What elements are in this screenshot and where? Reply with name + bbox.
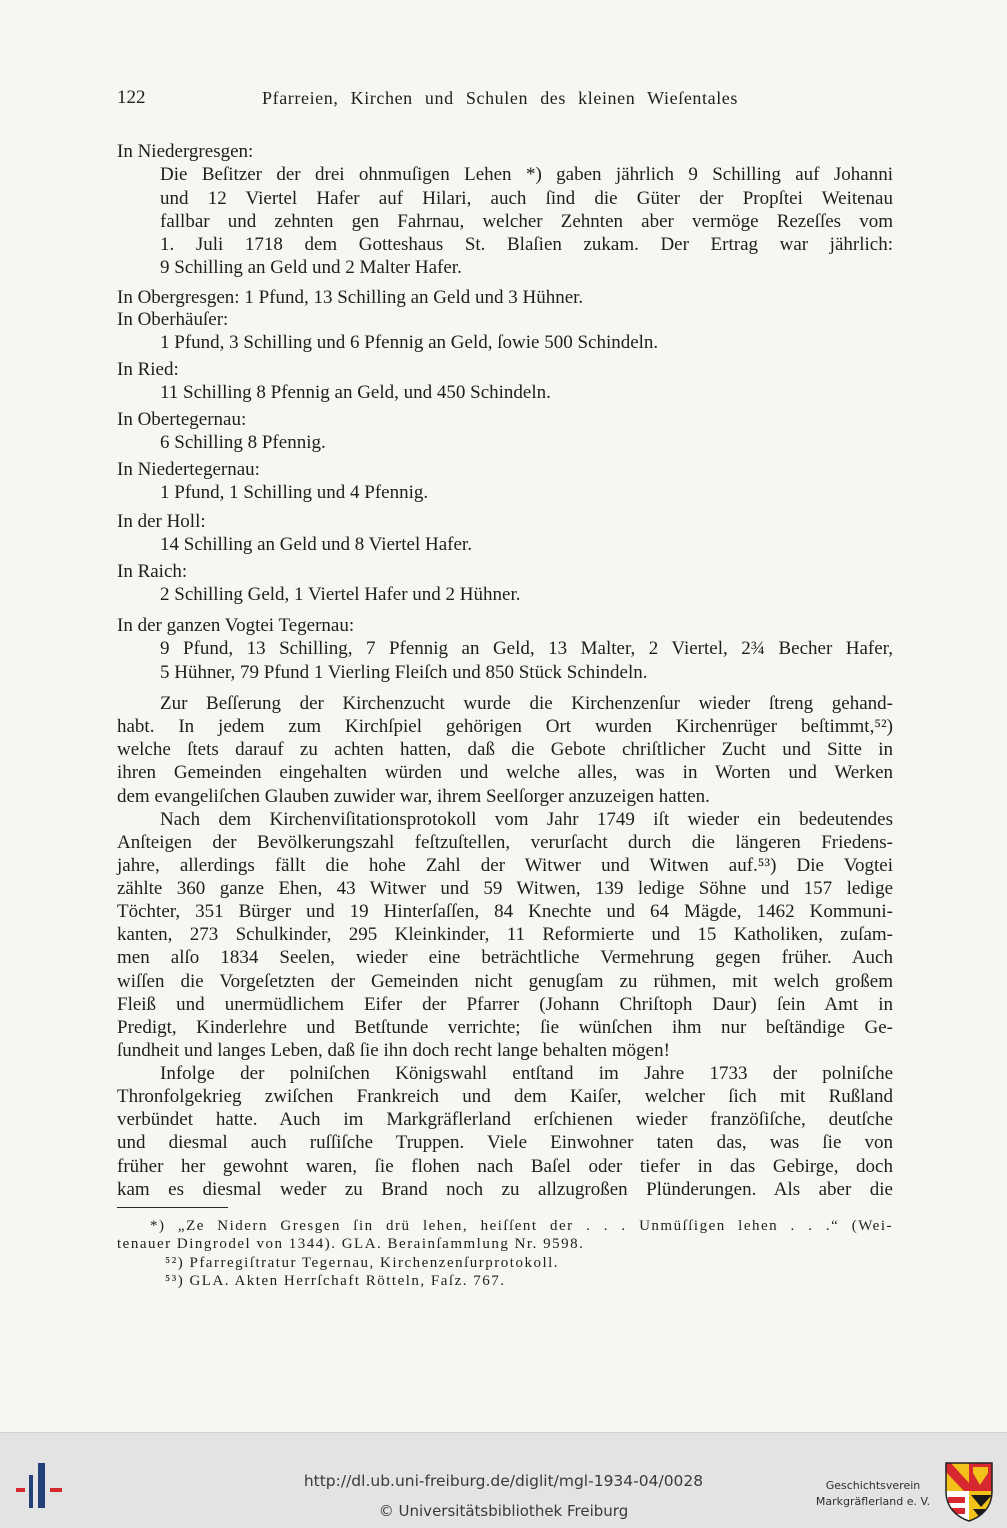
coat-of-arms-icon	[944, 1461, 994, 1523]
paragraph-line: Fleiß und unermüdlichem Eifer der Pfarrer (Johann Chriſtoph Daur) ſein Amt in	[117, 993, 893, 1015]
entry-heading: In Niedertegernau:	[117, 459, 260, 480]
paragraph-line: habt. In jedem zum Kirchſpiel gehörigen Ort wurden Kirchenrüger beſtimmt,⁵²)	[117, 716, 893, 738]
society-name-line: Geschichtsverein	[825, 1479, 921, 1492]
running-head: Pfarreien, Kirchen und Schulen des kleinen Wieſentales	[262, 88, 738, 108]
paragraph-line: ſundheit und langes Leben, daß ſie ihn doch recht lange behalten mögen!	[117, 1039, 670, 1061]
paragraph-thronfolgekrieg	[117, 1062, 893, 1201]
paragraph-line: welche ſtets darauf zu achten hatten, daß die Gebote chriſtlicher Zucht und Sitte in	[117, 739, 893, 761]
entry-line: 9 Schilling an Geld und 2 Malter Hafer.	[160, 257, 462, 279]
entry-heading: In Obertegernau:	[117, 409, 247, 430]
entry-line: fallbar und zehnten gen Fahrnau, welcher Zehnten aber vermöge Rezeſſes vom	[160, 210, 893, 232]
entry-row	[117, 286, 893, 309]
paragraph-line: Thronfolgekrieg zwiſchen Frankreich und dem Kaiſer, welcher ſich mit Rußland	[117, 1086, 893, 1108]
digital-library-footer	[0, 1432, 1007, 1528]
page-number: 122	[117, 87, 146, 108]
entry-oberhaeuser	[117, 308, 893, 355]
entry-line: 14 Schilling an Geld und 8 Viertel Hafer.	[160, 534, 472, 556]
permalink-url[interactable]: http://dl.ub.uni-freiburg.de/diglit/mgl-1934-04/0028	[303, 1472, 704, 1490]
entry-heading: In Obergresgen:	[117, 287, 240, 308]
paragraph-kirchenzucht	[117, 692, 893, 808]
entry-obergresgen	[117, 286, 893, 309]
paragraph-line: Zur Beſſerung der Kirchenzucht wurde die Kirchenzenſur wieder ſtreng gehand-	[160, 693, 893, 714]
paragraph-line: Nach dem Kirchenviſitationsprotokoll vom Jahr 1749 iſt wieder ein bedeutendes	[160, 808, 893, 830]
entry-ried	[117, 358, 893, 405]
paragraph-line: Töchter, 351 Bürger und 19 Hinterſaſſen, 84 Knechte und 64 Mägde, 1462 Kommuni-	[117, 901, 893, 923]
entry-line: und 12 Viertel Hafer auf Hilari, auch ſind die Güter der Propſtei Weitenau	[160, 187, 893, 209]
entry-line: 1. Juli 1718 dem Gotteshaus St. Blaſien zukam. Der Ertrag war jährlich:	[160, 234, 893, 256]
society-name-line: Markgräflerland e. V.	[815, 1495, 931, 1508]
footnote-asterisk	[117, 1217, 893, 1254]
entry-line: Die Beſitzer der drei ohnmuſigen Lehen *) gaben jährlich 9 Schilling auf Johanni	[160, 164, 893, 186]
footnote-line: ⁵³) GLA. Akten Herrſchaft Rötteln, Faſz. 767.	[165, 1272, 506, 1289]
entry-raich	[117, 560, 893, 607]
footnotes	[117, 1217, 893, 1290]
footnote-separator	[117, 1207, 228, 1208]
entry-holl	[117, 510, 893, 557]
society-name	[800, 1478, 946, 1510]
arms-field	[944, 1461, 994, 1523]
paragraph-line: Infolge der polniſchen Königswahl entſtand im Jahre 1733 der polniſche	[160, 1063, 893, 1084]
paragraph-line: und diesmal auch ruſſiſche Truppen. Viele Einwohner taten das, was ſie von	[117, 1132, 893, 1154]
entry-heading: In der ganzen Vogtei Tegernau:	[117, 615, 355, 636]
paragraph-line: kanten, 273 Schulkinder, 295 Kleinkinder, 11 Reformierte und 15 Katholiken, zuſam-	[117, 924, 893, 946]
entry-heading: In Ried:	[117, 359, 179, 380]
entry-text: 1 Pfund, 13 Schilling an Geld und 3 Hühner.	[244, 287, 584, 308]
entry-heading: In Raich:	[117, 561, 188, 582]
paragraph-line: men alſo 1834 Seelen, wieder eine beträchtliche Vermehrung gegen früher. Auch	[117, 947, 893, 969]
footnote-52	[117, 1254, 893, 1272]
footnote-53	[117, 1272, 893, 1290]
entry-heading: In der Holl:	[117, 511, 206, 532]
entry-vogtei-tegernau	[117, 614, 893, 684]
paragraph-line: Predigt, Kinderlehre und Betſtunde verrichte; ſie wünſchen ihm nur beſtändige Ge-	[117, 1016, 893, 1038]
paragraph-line: kam es diesmal weder zu Brand noch zu allzugroßen Plünderungen. Als aber die	[117, 1178, 893, 1200]
paragraph-line: früher her gewohnt waren, ſie flohen nach Baſel oder tiefer in das Gebirge, doch	[117, 1155, 893, 1177]
paragraph-line: wiſſen die Vorgeſetzten der Gemeinden nicht genugſam zu rühmen, mit welch großem	[117, 970, 893, 992]
paragraph-visitationsprotokoll	[117, 808, 893, 1062]
footnote-line: *) „Ze Nidern Gresgen ſin drü lehen, heiſſent der . . . Unmüſſigen lehen . . .“ (Wei-	[150, 1218, 893, 1234]
paragraph-line: dem evangeliſchen Glauben zuwider war, ihrem Seelſorger anzuzeigen hatten.	[117, 785, 710, 807]
entry-niedertegernau	[117, 458, 893, 505]
entry-heading: In Niedergresgen:	[117, 141, 254, 162]
entry-line: 2 Schilling Geld, 1 Viertel Hafer und 2 Hühner.	[160, 584, 521, 606]
entry-niedergresgen	[117, 140, 893, 280]
entry-line: 1 Pfund, 1 Schilling und 4 Pfennig.	[160, 482, 429, 504]
paragraph-line: verbündet hatte. Auch im Markgräflerland erſchienen wieder franzöſiſche, deutſche	[117, 1109, 893, 1131]
paragraph-line: ihren Gemeinden eingehalten würden und welche alles, was in Worten und Werken	[117, 762, 893, 784]
entry-heading: In Oberhäuſer:	[117, 309, 229, 330]
entry-line: 6 Schilling 8 Pfennig.	[160, 432, 326, 454]
entry-line: 1 Pfund, 3 Schilling und 6 Pfennig an Geld, ſowie 500 Schindeln.	[160, 332, 659, 354]
entry-obertegernau	[117, 408, 893, 455]
entry-line: 11 Schilling 8 Pfennig an Geld, und 450 Schindeln.	[160, 382, 551, 404]
body-text	[117, 692, 893, 1201]
paragraph-line: jahre, allerdings fällt die hohe Zahl der Witwer und Witwen auf.⁵³) Die Vogtei	[117, 854, 893, 876]
entry-line: 5 Hühner, 79 Pfund 1 Vierling Fleiſch und 850 Stück Schindeln.	[160, 661, 648, 683]
copyright-notice: © Universitätsbibliothek Freiburg	[378, 1502, 629, 1520]
footnote-line: ⁵²) Pfarregiſtratur Tegernau, Kirchenzenſurprotokoll.	[165, 1254, 560, 1271]
paragraph-line: Anſteigen der Bevölkerungszahl feſtzuſtellen, verurſacht durch die längeren Friedens-	[117, 831, 893, 853]
paragraph-line: zählte 360 ganze Ehen, 43 Witwer und 59 Witwen, 139 ledige Söhne und 157 ledige	[117, 878, 893, 899]
entry-line: 9 Pfund, 13 Schilling, 7 Pfennig an Geld, 13 Malter, 2 Viertel, 2¾ Becher Hafer,	[160, 638, 893, 660]
footnote-line: tenauer Dingrodel von 1344). GLA. Berainſammlung Nr. 9598.	[117, 1236, 585, 1253]
